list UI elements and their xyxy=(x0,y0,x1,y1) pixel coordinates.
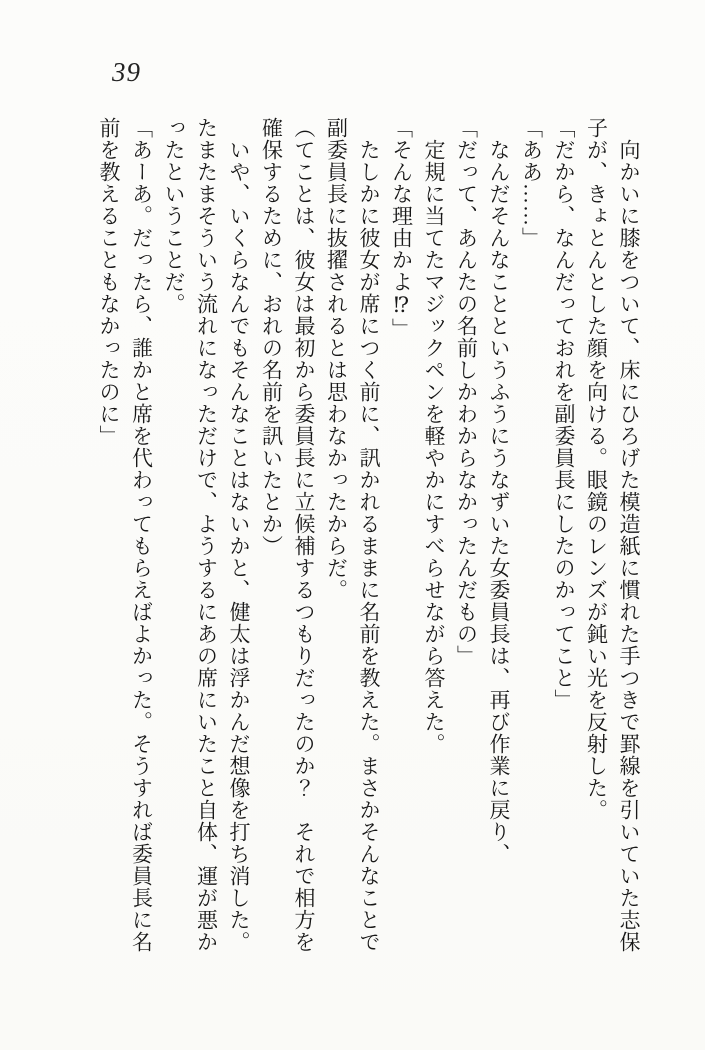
text-column: たしかに彼女が席につく前に、訊かれるままに名前を教えた。まさかそんなことで xyxy=(357,139,381,953)
text-column: 向かいに膝をついて、床にひろげた模造紙に慣れた手つきで罫線を引いていた志保 xyxy=(617,139,641,953)
text-column: ったということだ。 xyxy=(162,117,186,315)
text-column: 定規に当てたマジックペンを軽やかにすべらせながら答えた。 xyxy=(422,139,446,755)
text-column: 「ああ……」 xyxy=(519,117,544,249)
text-column: 「そんな理由かよ⁉」 xyxy=(389,117,414,340)
text-column: 前を教えることもなかったのに」 xyxy=(97,117,121,447)
text-column: いや、いくらなんでもそんなことはないかと、健太は浮かんだ想像を打ち消した。 xyxy=(227,139,251,953)
text-column: なんだそんなことというふうにうなずいた女委員長は、再び作業に戻り、 xyxy=(487,139,511,865)
text-column: （てことは、彼女は最初から委員長に立候補するつもりだったのか？ それで相方を xyxy=(292,117,316,953)
text-column: 「あーあ。だったら、誰かと席を代わってもらえばよかった。そうすれば委員長に名 xyxy=(129,117,154,953)
text-column: 確保するために、おれの名前を訊いたとか） xyxy=(259,117,284,557)
text-column: たまたまそういう流れになっただけで、ようするにあの席にいたこと自体、運が悪か xyxy=(194,117,219,953)
page-number: 39 xyxy=(112,57,141,87)
text-column: 「だから、なんだっておれを副委員長にしたのかってこと」 xyxy=(552,117,576,711)
text-column: 子が、きょとんとした顔を向ける。眼鏡のレンズが鈍い光を反射した。 xyxy=(584,117,609,821)
text-column: 副委員長に抜擢されるとは思わなかったからだ。 xyxy=(324,117,349,601)
text-column: 「だって、あんたの名前しかわからなかったんだもの」 xyxy=(454,117,479,667)
text-body xyxy=(92,117,645,966)
